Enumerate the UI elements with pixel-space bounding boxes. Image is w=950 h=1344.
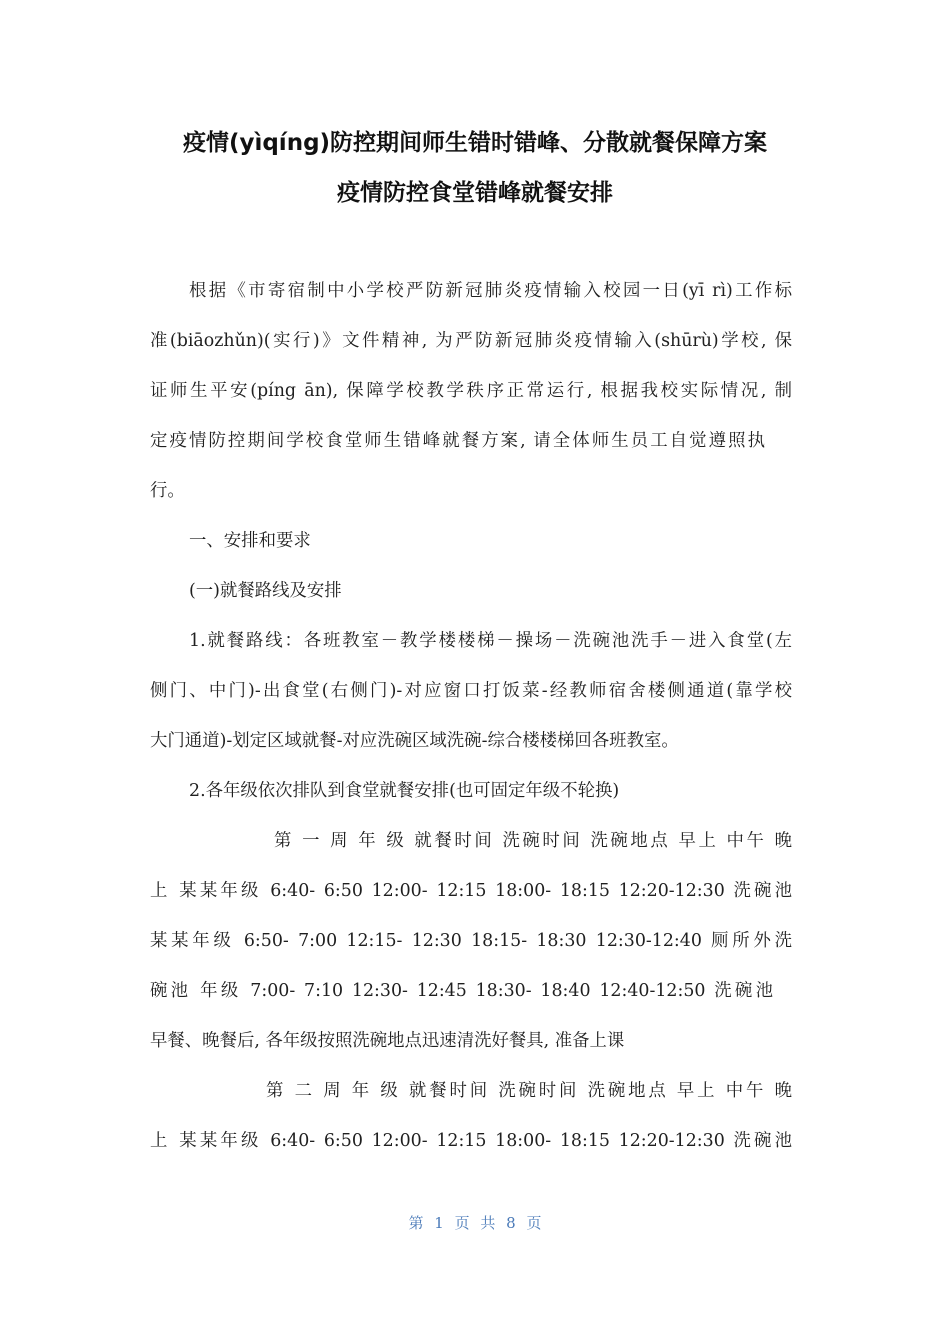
paragraph-line: 定疫情防控期间学校食堂师生错峰就餐方案, 请全体师生员工自觉遵照执 — [150, 431, 765, 451]
paragraph-line: 1.就餐路线：各班教室－教学楼楼梯－操场－洗碗池洗手－进入食堂(左 — [189, 631, 792, 651]
paragraph-line: 2.各年级依次排队到食堂就餐安排(也可固定年级不轮换) — [189, 781, 620, 801]
schedule-line: 上 某某年级 6:40- 6:50 12:00- 12:15 18:00- 18:15 12:20-12:30 洗碗池 — [150, 881, 792, 901]
schedule-line: 第 二 周 年 级 就餐时间 洗碗时间 洗碗地点 早上 中午 晚 — [266, 1081, 792, 1101]
paragraph-line: 根据《市寄宿制中小学校严防新冠肺炎疫情输入校园一日(yī rì)工作标 — [189, 281, 792, 301]
subsection-heading: (一)就餐路线及安排 — [189, 581, 342, 601]
section-heading: 一、安排和要求 — [189, 531, 311, 551]
paragraph-line: 行。 — [150, 481, 185, 501]
paragraph-line: 准(biāozhǔn)(实行)》文件精神, 为严防新冠肺炎疫情输入(shūrù)学校, 保 — [150, 331, 792, 351]
document-title: 疫情(yìqíng)防控期间师生错时错峰、分散就餐保障方案 — [182, 130, 768, 156]
schedule-line: 碗池 年级 7:00- 7:10 12:30- 12:45 18:30- 18:40 12:40-12:50 洗碗池 — [150, 981, 773, 1001]
schedule-line: 上 某某年级 6:40- 6:50 12:00- 12:15 18:00- 18:15 12:20-12:30 洗碗池 — [150, 1131, 792, 1151]
page-number: 第 1 页 共 8 页 — [408, 1214, 542, 1232]
paragraph-line: 证师生平安(píng ān), 保障学校教学秩序正常运行, 根据我校实际情况, 制 — [150, 381, 792, 401]
paragraph-line: 大门通道)-划定区域就餐-对应洗碗区域洗碗-综合楼楼梯回各班教室。 — [150, 731, 679, 751]
document-subtitle: 疫情防控食堂错峰就餐安排 — [337, 180, 613, 206]
paragraph-line: 侧门、中门)-出食堂(右侧门)-对应窗口打饭菜-经教师宿舍楼侧通道(靠学校 — [150, 681, 792, 701]
schedule-line: 第 一 周 年 级 就餐时间 洗碗时间 洗碗地点 早上 中午 晚 — [274, 831, 792, 851]
paragraph-line: 早餐、晚餐后, 各年级按照洗碗地点迅速清洗好餐具, 准备上课 — [150, 1031, 625, 1051]
schedule-line: 某某年级 6:50- 7:00 12:15- 12:30 18:15- 18:30 12:30-12:40 厕所外洗 — [150, 931, 792, 951]
